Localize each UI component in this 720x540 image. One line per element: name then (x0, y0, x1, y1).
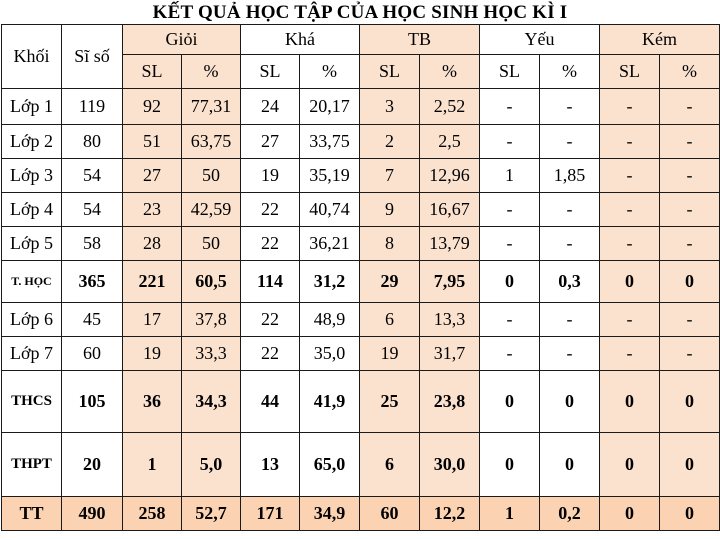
table-cell: - (660, 303, 720, 337)
table-cell: - (600, 193, 660, 227)
row-label: THCS (2, 371, 62, 433)
table-cell: 0 (540, 371, 600, 433)
header-sub: SL (241, 55, 300, 89)
header-khoi: Khối (2, 25, 62, 89)
table-cell: 54 (62, 193, 123, 227)
table-cell: 490 (62, 497, 123, 531)
table-cell: 20 (62, 433, 123, 497)
table-row (2, 89, 720, 125)
table-cell: - (600, 303, 660, 337)
table-cell: 16,67 (420, 193, 480, 227)
table-cell: 13,79 (420, 227, 480, 261)
table-cell: - (600, 227, 660, 261)
table-cell: 24 (241, 89, 300, 125)
header-sub: SL (480, 55, 540, 89)
table-cell: 12,96 (420, 159, 480, 193)
table-cell: 22 (241, 193, 300, 227)
row-label: Lớp 2 (2, 125, 62, 159)
table-cell: - (540, 125, 600, 159)
table-cell: 6 (360, 433, 420, 497)
table-cell: 34,9 (300, 497, 360, 531)
header-tb: TB (360, 25, 480, 55)
row-label: Lớp 6 (2, 303, 62, 337)
table-cell: 50 (182, 159, 241, 193)
table-row (2, 371, 720, 433)
table-cell: 50 (182, 227, 241, 261)
table-cell: 114 (241, 261, 300, 303)
table-cell: 7 (360, 159, 420, 193)
table-cell: - (660, 89, 720, 125)
header-sub: % (660, 55, 720, 89)
table-cell: 28 (123, 227, 182, 261)
table-row (2, 193, 720, 227)
table-cell: - (480, 227, 540, 261)
table-cell: 0,3 (540, 261, 600, 303)
table-cell: 51 (123, 125, 182, 159)
table-cell: - (660, 125, 720, 159)
header-sub: SL (123, 55, 182, 89)
table-cell: 33,3 (182, 337, 241, 371)
table-cell: 31,2 (300, 261, 360, 303)
table-cell: 31,7 (420, 337, 480, 371)
table-cell: 105 (62, 371, 123, 433)
table-cell: 9 (360, 193, 420, 227)
table-cell: 17 (123, 303, 182, 337)
header-yeu: Yếu (480, 25, 600, 55)
table-cell: 44 (241, 371, 300, 433)
table-cell: - (540, 337, 600, 371)
header-sub: SL (360, 55, 420, 89)
table-cell: 171 (241, 497, 300, 531)
table-row (2, 497, 720, 531)
header-sub: SL (600, 55, 660, 89)
table-cell: - (600, 125, 660, 159)
table-cell: 5,0 (182, 433, 241, 497)
table-cell: - (660, 227, 720, 261)
table-cell: 0 (600, 261, 660, 303)
table-cell: - (540, 227, 600, 261)
table-cell: - (600, 337, 660, 371)
table-row (2, 337, 720, 371)
table-cell: 2,5 (420, 125, 480, 159)
table-cell: 58 (62, 227, 123, 261)
table-row (2, 125, 720, 159)
table-cell: 35,19 (300, 159, 360, 193)
header-sub: % (182, 55, 241, 89)
table-cell: 1 (480, 159, 540, 193)
table-cell: 1 (123, 433, 182, 497)
table-cell: 3 (360, 89, 420, 125)
table-cell: 7,95 (420, 261, 480, 303)
table-cell: 45 (62, 303, 123, 337)
table-cell: 0 (480, 433, 540, 497)
table-cell: 0 (600, 371, 660, 433)
table-row (2, 433, 720, 497)
header-sub: % (300, 55, 360, 89)
header-kem: Kém (600, 25, 720, 55)
table-cell: 0 (480, 371, 540, 433)
header-sub: % (540, 55, 600, 89)
table-cell: 36 (123, 371, 182, 433)
header-si-so: Sĩ số (62, 25, 123, 89)
table-cell: 2 (360, 125, 420, 159)
row-label: Lớp 5 (2, 227, 62, 261)
table-cell: 25 (360, 371, 420, 433)
table-cell: - (540, 89, 600, 125)
table-cell: 0 (660, 261, 720, 303)
table-cell: 1,85 (540, 159, 600, 193)
table-cell: 30,0 (420, 433, 480, 497)
table-cell: 63,75 (182, 125, 241, 159)
table-cell: 8 (360, 227, 420, 261)
table-cell: 60,5 (182, 261, 241, 303)
table-cell: 27 (123, 159, 182, 193)
table-cell: - (660, 193, 720, 227)
table-cell: 119 (62, 89, 123, 125)
table-cell: 37,8 (182, 303, 241, 337)
table-cell: 22 (241, 227, 300, 261)
row-label: T. HỌC (2, 261, 62, 303)
table-cell: - (540, 193, 600, 227)
table-cell: 2,52 (420, 89, 480, 125)
table-cell: 19 (123, 337, 182, 371)
table-cell: 6 (360, 303, 420, 337)
table-cell: 36,21 (300, 227, 360, 261)
table-cell: 42,59 (182, 193, 241, 227)
table-cell: 0,2 (540, 497, 600, 531)
table-cell: 29 (360, 261, 420, 303)
table-cell: - (480, 303, 540, 337)
table-cell: 12,2 (420, 497, 480, 531)
table-cell: 52,7 (182, 497, 241, 531)
table-cell: 77,31 (182, 89, 241, 125)
row-label: TT (2, 497, 62, 531)
table-cell: 60 (360, 497, 420, 531)
table-cell: 20,17 (300, 89, 360, 125)
table-cell: 41,9 (300, 371, 360, 433)
table-cell: 27 (241, 125, 300, 159)
table-cell: 0 (540, 433, 600, 497)
table-cell: 48,9 (300, 303, 360, 337)
table-cell: - (600, 89, 660, 125)
row-label: Lớp 3 (2, 159, 62, 193)
row-label: Lớp 4 (2, 193, 62, 227)
table-cell: 80 (62, 125, 123, 159)
table-cell: 35,0 (300, 337, 360, 371)
table-cell: 92 (123, 89, 182, 125)
table-cell: 23 (123, 193, 182, 227)
table-cell: 13 (241, 433, 300, 497)
table-cell: 258 (123, 497, 182, 531)
page-title: KẾT QUẢ HỌC TẬP CỦA HỌC SINH HỌC KÌ I (152, 2, 568, 23)
table-cell: 54 (62, 159, 123, 193)
table-cell: - (660, 159, 720, 193)
table-cell: 0 (600, 433, 660, 497)
table-row (2, 261, 720, 303)
results-table (1, 24, 720, 531)
row-label: Lớp 1 (2, 89, 62, 125)
table-cell: - (480, 89, 540, 125)
header-sub: % (420, 55, 480, 89)
table-cell: 33,75 (300, 125, 360, 159)
table-cell: 0 (480, 261, 540, 303)
table-row (2, 159, 720, 193)
table-cell: 221 (123, 261, 182, 303)
table-cell: - (480, 125, 540, 159)
row-label: THPT (2, 433, 62, 497)
table-row (2, 227, 720, 261)
table-cell: 0 (660, 497, 720, 531)
table-cell: 23,8 (420, 371, 480, 433)
table-cell: 0 (600, 497, 660, 531)
table-cell: 40,74 (300, 193, 360, 227)
table-cell: - (600, 159, 660, 193)
table-cell: 0 (660, 433, 720, 497)
table-cell: 0 (660, 371, 720, 433)
table-cell: - (480, 193, 540, 227)
table-cell: 19 (360, 337, 420, 371)
table-cell: 1 (480, 497, 540, 531)
table-cell: - (660, 337, 720, 371)
table-cell: 22 (241, 337, 300, 371)
row-label: Lớp 7 (2, 337, 62, 371)
table-cell: 13,3 (420, 303, 480, 337)
table-cell: 365 (62, 261, 123, 303)
table-cell: 60 (62, 337, 123, 371)
table-cell: 19 (241, 159, 300, 193)
table-cell: - (540, 303, 600, 337)
table-cell: 34,3 (182, 371, 241, 433)
header-gioi: Giỏi (123, 25, 241, 55)
table-cell: 22 (241, 303, 300, 337)
table-row (2, 303, 720, 337)
header-kha: Khá (241, 25, 360, 55)
table-cell: - (480, 337, 540, 371)
table-cell: 65,0 (300, 433, 360, 497)
